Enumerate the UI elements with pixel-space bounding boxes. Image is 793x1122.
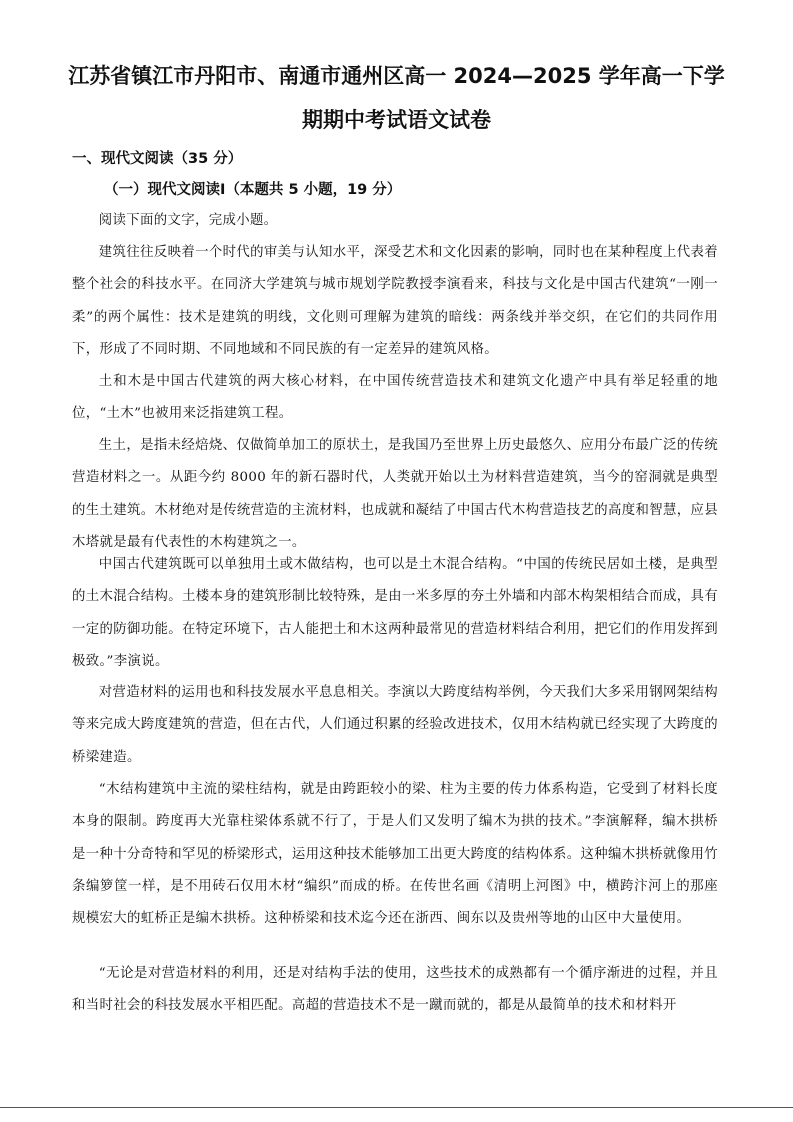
paragraph-4: 中国古代建筑既可以单独用土或木做结构，也可以是土木混合结构。“中国的传统民居如土楼，是典型的土木混合结构。土楼本身的建筑形制比较特殊，是由一米多厚的夯土外墙和内部木构架相结合而成，具有一定的防御功能。在特定环境下，古人能把土和木这两种最常见的营造材料结合利用，把它们的作用发挥到极致。”李演说。 <box>72 557 718 669</box>
exam-title-line-1: 江苏省镇江市丹阳市、南通市通州区高一 2024—2025 学年高一下学 <box>68 64 725 88</box>
subsection-heading: （一）现代文阅读Ⅰ（本题共 5 小题，19 分） <box>104 182 402 198</box>
exam-title-line-2: 期期中考试语文试卷 <box>302 108 491 132</box>
reading-instruction: 阅读下面的文字，完成小题。 <box>98 213 278 228</box>
section-heading: 一、现代文阅读（35 分） <box>72 151 243 167</box>
paragraph-6: “木结构建筑中主流的梁柱结构，就是由跨距较小的梁、柱为主要的传力体系构造，它受到了材料长度本身的限制。跨度再大光靠柱梁体系就不行了，于是人们又发明了编木为拱的技术。”李演解释，编木拱桥是一种十分奇特和罕见的桥梁形式，运用这种技术能够加工出更大跨度的结构体系。这种编木拱桥就像用竹条编箩筐一样，是不用砖石仅用木材“编织”而成的桥。在传世名画《清明上河图》中，横跨汴河上的那座规模宏大的虹桥正是编木拱桥。这种桥梁和技术迄今还在浙西、闽东以及贵州等地的山区中大量使用。 <box>72 782 718 927</box>
paragraph-1: 建筑往往反映着一个时代的审美与认知水平，深受艺术和文化因素的影响，同时也在某种程度上代表着整个社会的科技水平。在同济大学建筑与城市规划学院教授李演看来，科技与文化是中国古代建筑“一刚一柔”的两个属性：技术是建筑的明线，文化则可理解为建筑的暗线：两条线并举交织，在它们的共同作用下，形成了不同时期、不同地域和不同民族的有一定差异的建筑风格。 <box>72 245 718 357</box>
footer-divider <box>0 1107 793 1108</box>
paragraph-7: “无论是对营造材料的利用，还是对结构手法的使用，这些技术的成熟都有一个循序渐进的过程，并且和当时社会的科技发展水平相匹配。高超的营造技术不是一蹴而就的，都是从最简单的技术和材料开 <box>72 966 718 1014</box>
paragraph-3: 生土，是指未经焙烧、仅做简单加工的原状土，是我国乃至世界上历史最悠久、应用分布最广泛的传统营造材料之一。从距今约 8000 年的新石器时代，人类就开始以土为材料营造建筑，当今的窑洞就是典型的生土建筑。木材绝对是传统营造的主流材料，也成就和凝结了中国古代木构营造技艺的高度和智慧，应县木塔就是最有代表性的木构建筑之一。 <box>72 438 718 550</box>
paragraph-5: 对营造材料的运用也和科技发展水平息息相关。李演以大跨度结构举例，今天我们大多采用钢网架结构等来完成大跨度建筑的营造，但在古代，人们通过积累的经验改进技术，仅用木结构就已经实现了大跨度的桥梁建造。 <box>72 685 718 765</box>
paragraph-2: 土和木是中国古代建筑的两大核心材料，在中国传统营造技术和建筑文化遗产中具有举足轻重的地位，“土木”也被用来泛指建筑工程。 <box>72 374 718 422</box>
